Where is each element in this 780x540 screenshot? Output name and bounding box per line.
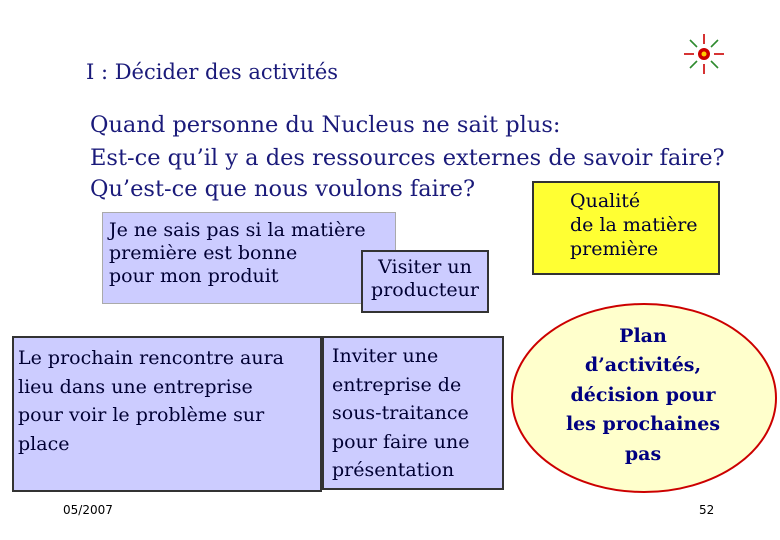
question-line-2: Est-ce qu’il y a des ressources externes de savoir faire? (90, 145, 725, 171)
prochain-line: place (18, 432, 70, 455)
visiter-line: producteur (371, 278, 479, 301)
inviter-line: pour faire une (332, 430, 470, 453)
inviter-box (322, 336, 504, 490)
inviter-line: Inviter une (332, 345, 439, 367)
visiter-line: Visiter un (378, 256, 472, 278)
page-number: 52 (699, 503, 715, 517)
plan-line: les prochaines (565, 413, 721, 436)
matiere-line: pour mon produit (109, 264, 279, 287)
qualite-line: de la matière (570, 214, 698, 237)
inviter-line: sous-traitance (332, 402, 469, 424)
plan-line: décision pour (570, 383, 716, 406)
qualite-line: Qualité (570, 190, 641, 212)
prochain-box (12, 336, 322, 492)
inviter-line: présentation (332, 459, 455, 481)
slide-title: I : Décider des activités (86, 60, 339, 84)
inviter-line: entreprise de (332, 373, 462, 396)
qualite-line: première (570, 238, 659, 261)
question-line-3: Qu’est-ce que nous voulons faire? (90, 176, 476, 202)
visiter-box (361, 250, 489, 313)
prochain-line: Le prochain rencontre aura (18, 347, 284, 369)
plan-text (545, 322, 741, 469)
matiere-line: première est bonne (109, 241, 298, 264)
plan-line: d’activités, (584, 354, 702, 377)
sun-logo-icon (682, 32, 726, 76)
prochain-line: pour voir le problème sur (18, 404, 265, 426)
footer-date: 05/2007 (63, 503, 113, 517)
qualite-box (532, 181, 720, 275)
plan-line: Plan (619, 325, 667, 347)
plan-line: pas (624, 442, 662, 465)
matiere-line: Je ne sais pas si la matière (109, 219, 366, 241)
question-line-1: Quand personne du Nucleus ne sait plus: (90, 112, 561, 138)
matiere-box (102, 212, 396, 304)
prochain-line: lieu dans une entreprise (18, 375, 253, 398)
